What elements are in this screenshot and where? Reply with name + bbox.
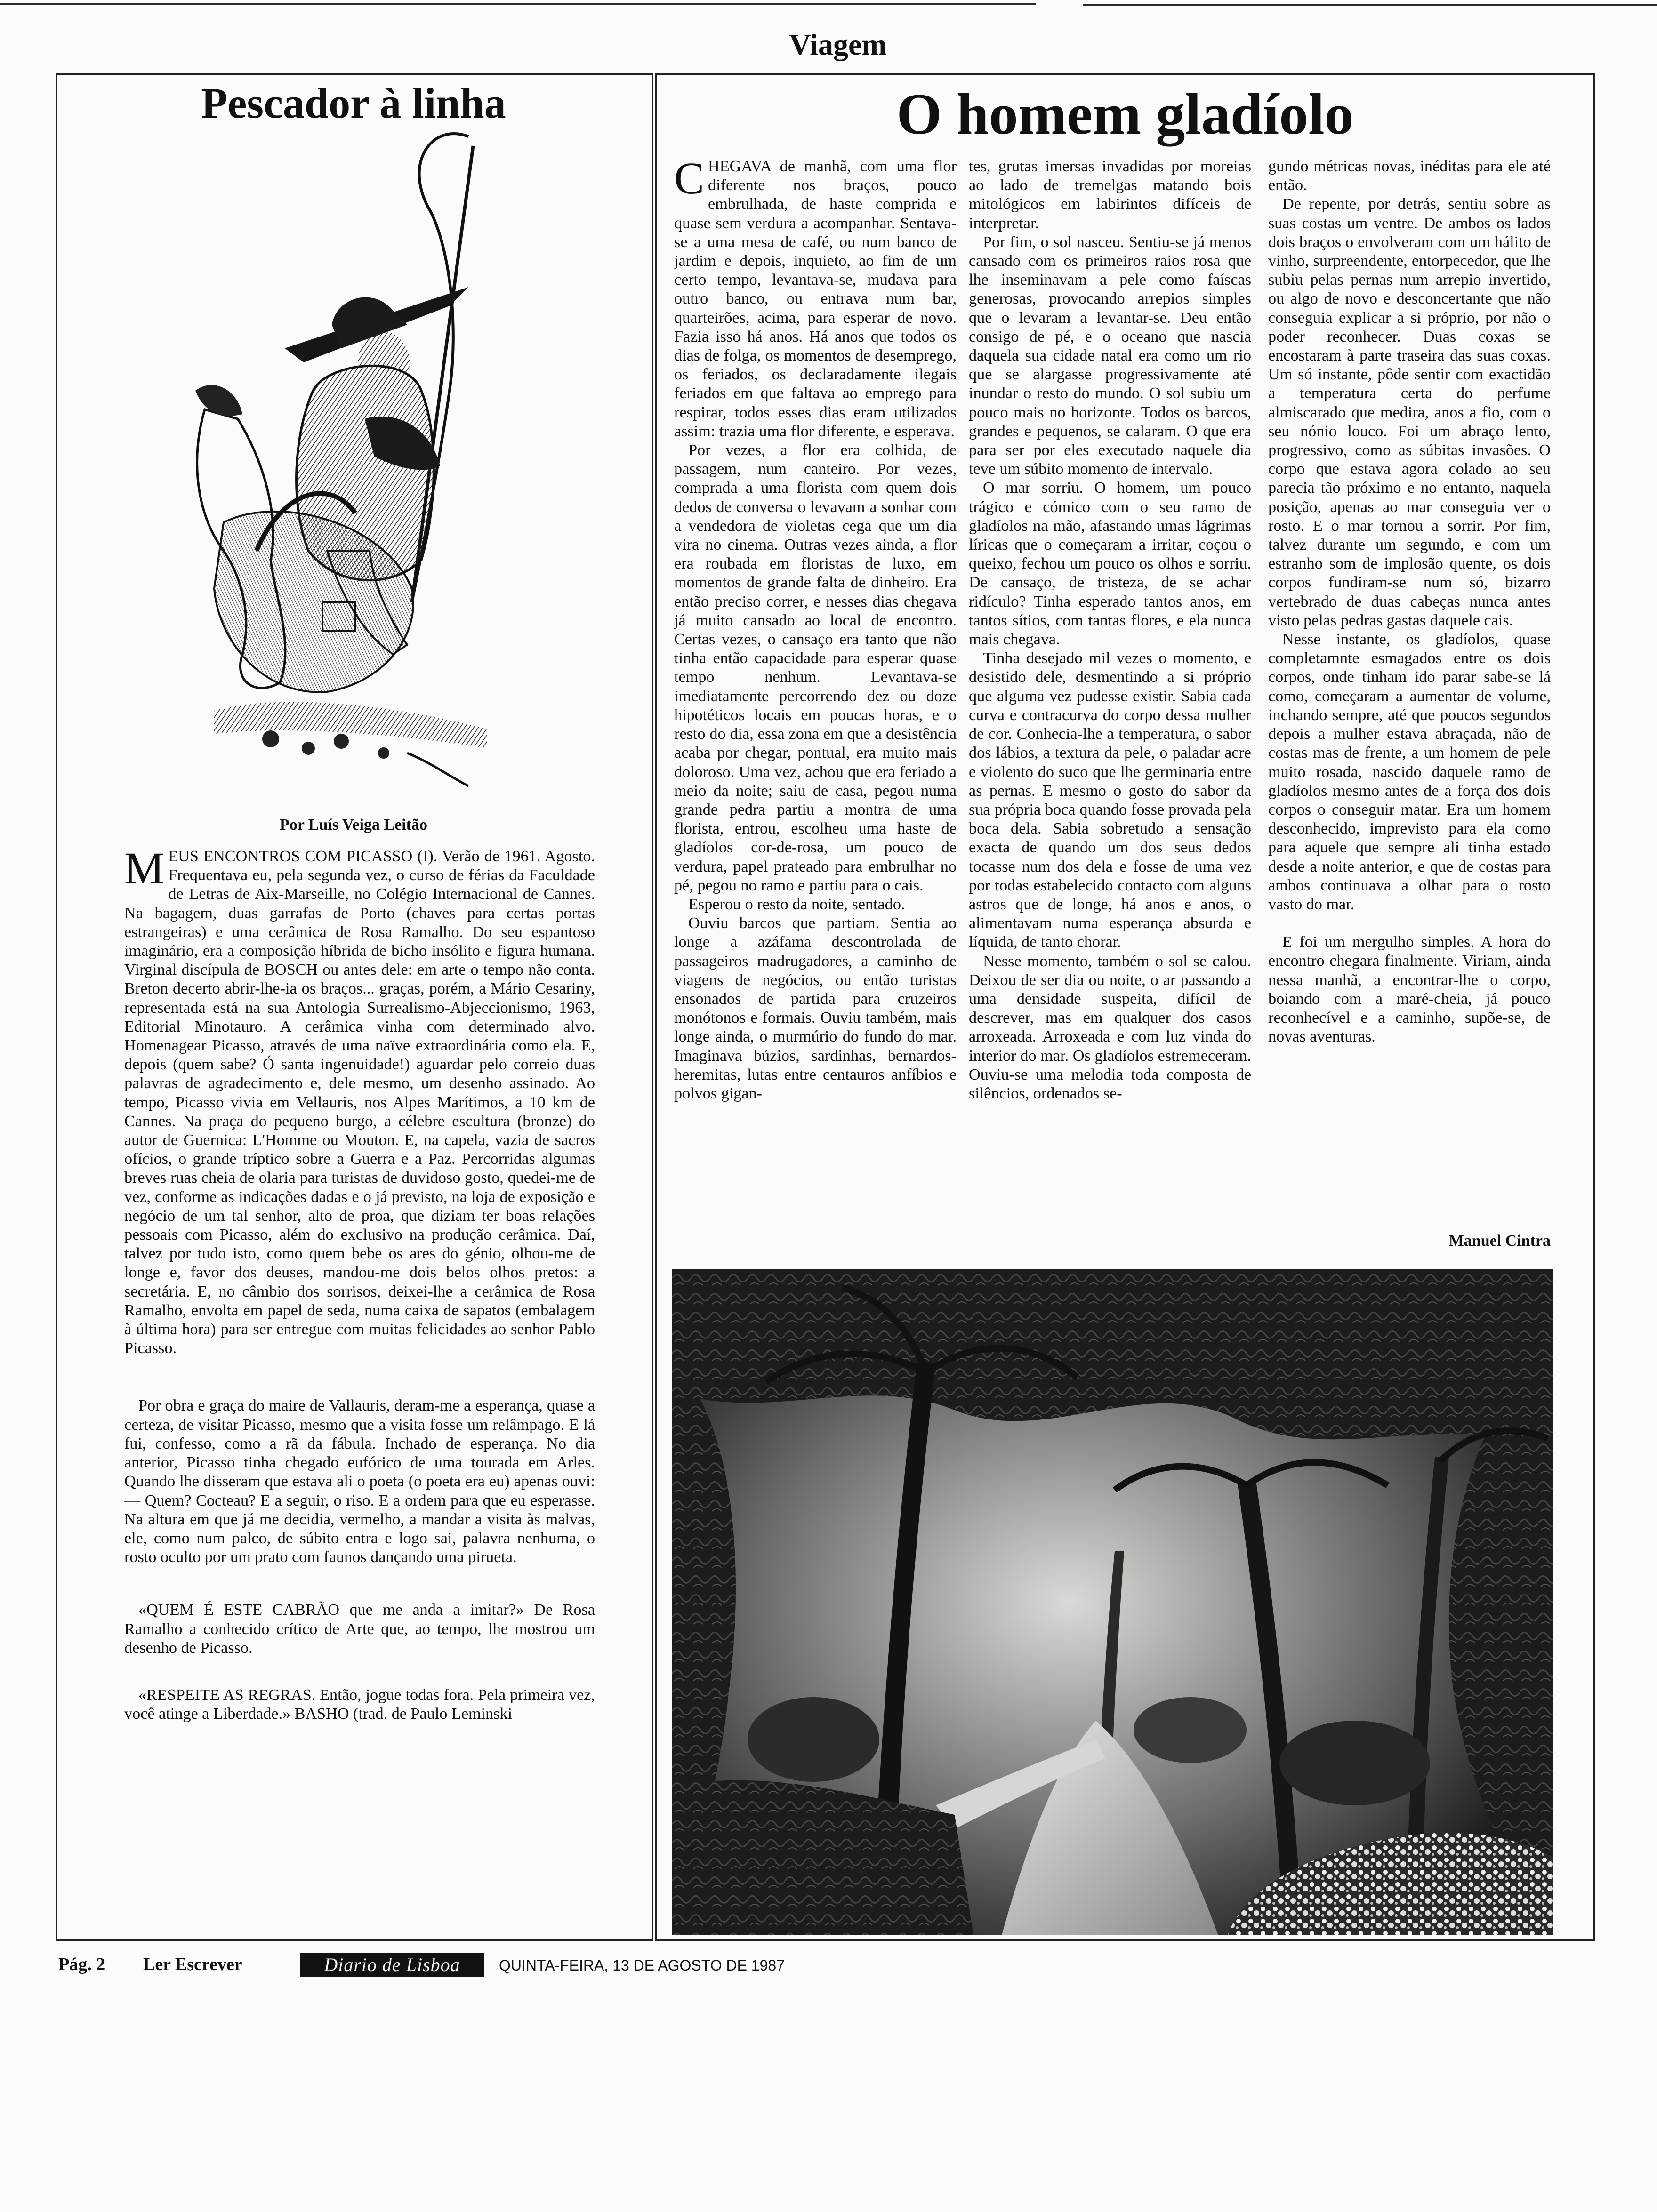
left-article-title: Pescador à linha — [201, 79, 506, 127]
right-article-paragraph: Ouviu barcos que partiam. Sentia ao longe a azáfama descontrolada de passageiros madrugadores, a caminho de viagens de negócios, ou então turistas ensonados de partida para cruzeiros monótonos e formais. Ouviu também, mais longe ainda, o murmúrio do fundo do mar. Imaginava búzios, sardinhas, bernardos-heremitas, lutas entre centauros anfíbios e polvos gigan- — [674, 914, 957, 1102]
right-article-paragraph: Nesse instante, os gladíolos, quase completamnte esmagados entre os dois corpos, onde tinham ido parar sabe-se lá como, começaram a aumentar de volume, inchando sempre, até que poucos segundos depois a mulher estava abraçada, não de costas mas de frente, a um homem de pele muito rosada, nascido daquele ramo de gladíolos mesmo antes de a força dos dois corpos o conseguir matar. Era um homem desconhecido, imprevisto para ela como para aquele que sempre ali tinha estado desde a noite anterior, e que de costas para ambos continuava a olhar para o rosto vasto do mar. — [1268, 631, 1551, 913]
left-article-paragraph: «RESPEITE AS REGRAS. Então, jogue todas fora. Pela primeira vez, você atinge a Liberdade.» BASHO (trad. de Paulo Leminski — [124, 1686, 595, 1723]
left-article-paragraph: MEUS ENCONTROS COM PICASSO (I). Verão de 1961. Agosto. Frequentava eu, pela segunda vez, o curso de férias da Faculdade de Letras de Aix-Marseille, no Colégio Internacional de Cannes. Na bagagem, duas garrafas de Porto (chaves para certas portas estrangeiras) e uma cerâmica de Rosa Ramalho. Do seu espantoso imaginário, era a composição híbrida de bicho insólito e figura humana. Virginal discípula de BOSCH ou antes dele: em arte o tempo não conta. Breton decerto abrir-lhe-ia os braços... graças, porém, a Mário Cesariny, representada está na sua Antologia Surrealismo-Abjeccionismo, 1963, Editorial Minotauro. A cerâmica vinha com determinado alvo. Homenagear Picasso, através de uma naïve extraordinária como ela. E, depois (quem sabe? Ó santa ingenuidade!) aguardar pelo correio duas palavras de agradecimento e, dele mesmo, um desenho assinado. Ao tempo, Picasso vivia em Vellauris, nos Alpes Marítimos, a 10 km de Cannes. Na praça do pequeno burgo, a célebre escultura (bronze) do autor de Guernica: L'Homme ou Mouton. E, na capela, vazia de sacros ofícios, o grande tríptico sobre a Guerra e a Paz. Percorridas algumas breves ruas cheia de olaria para turistas de duvidoso gosto, quedei-me de vez, conforme as indicações dadas e o já previsto, na loja de exposição e negócio de um tal senhor, alto de proa, que diziam ter boas relações pessoais com Picasso, além do exclusivo na produção cerâmica. Daí, talvez por tudo isto, como quem bebe os ares do génio, olhou-me de longe e, favor dos deuses, mandou-me dois belos olhos pretos: a secretária. E, no câmbio dos sorrisos, deixei-lhe a cerâmica de Rosa Ramalho, envolta em papel de seda, numa caixa de sapatos (embalagem à última hora) para ser entregue com muitas felicidades ao senhor Pablo Picasso. — [124, 843, 595, 1357]
footer-page-number: Pág. 2 — [58, 1955, 105, 1974]
top-rule — [0, 0, 1657, 8]
right-article-paragraph: Nesse momento, também o sol se calou. Deixou de ser dia ou noite, o ar passando a uma densidade suspeita, difícil de descrever, mas em qualquer dos casos arroxeada. Arroxeada e com luz vinda do interior do mar. Os gladíolos estremeceram. Ouviu-se uma melodia toda composta de silêncios, ordenados se- — [969, 952, 1251, 1102]
left-article-dropcap: M — [124, 843, 165, 893]
right-article-paragraph: De repente, por detrás, sentiu sobre as suas costas um ventre. De ambos os lados dois braços o envolveram com um hálito de vinho, surpreendente, entorpecedor, que lhe subiu pelas pernas num arrepio invertido, ou algo de novo e desconcertante que não conseguia explicar a si próprio, por não o poder reconhecer. Duas coxas se encostaram à parte traseira das suas coxas. Um só instante, pôde sentir com exactidão a temperatura certa do perfume almiscarado que medira, anos a fio, com o seu nónio louco. Foi um abraço lento, progressivo, como as súbitas invasões. O corpo que estava agora colado ao seu parecia tão próximo e no entanto, naquela posição, apenas ao mar conseguia ver o rosto. E o mar tornou a sorrir. Por fim, talvez durante um segundo, e com um estranho som de implosão quente, os dois corpos fundiram-se num só, bizarro vertebrado de duas cabeças nunca antes visto pelas pedras gastas daquele cais. — [1268, 195, 1551, 629]
footer-date: QUINTA-FEIRA, 13 DE AGOSTO DE 1987 — [499, 1957, 785, 1974]
footer-supplement-name: Ler Escrever — [143, 1955, 242, 1974]
left-article-body — [124, 843, 595, 1723]
left-article-byline: Por Luís Veiga Leitão — [280, 816, 427, 834]
right-article-paragraph: tes, grutas imersas invadidas por moreias ao lado de tremelgas matando bois mitológicos em labirintos difíceis de interpretar. — [969, 158, 1251, 232]
right-article-paragraph: Por vezes, a flor era colhida, de passagem, num canteiro. Por vezes, comprada a uma florista com quem dois dedos de conversa o levavam a sonhar com a vendedora de violetas cega que um dia vira no cinema. Outras vezes ainda, a flor era roubada em floristas de luxo, em momentos de grande falta de dinheiro. Era então preciso correr, e nesses dias chegava já muito cansado ao local de encontro. Certas vezes, o cansaço era tanto que não tinha então capacidade para esperar quase tempo nenhum. Levantava-se imediatamente percorrendo dez ou doze hipotéticos locais em poucas horas, e o resto do dia, essa zona em que a desistência acaba por chegar, pontual, era muito mais doloroso. Uma vez, achou que era feriado a meio da noite; saiu de casa, pegou numa grande pedra partiu a montra de uma florista, entrou, escolheu uma haste de gladíolos cor-de-rosa, um pouco de verdura, papel prateado para embrulhar no pé, pegou no ramo e partiu para o cais. — [674, 441, 957, 894]
right-article-paragraph: Esperou o resto da noite, sentado. — [688, 895, 905, 913]
palm-garden-photo — [672, 1269, 1553, 1935]
section-title: Viagem — [789, 28, 887, 61]
right-article-paragraph: Por fim, o sol nasceu. Sentiu-se já menos cansado com os primeiros raios rosa que lhe inseminavam a pele como faíscas generosas, provocando arrepios simples que o levaram a levantar-se. Deu então consigo de pé, e o oceano que nascia daquela sua cidade natal era como um rio que se alargasse progressivamente até inundar o resto do mundo. O sol subiu um pouco mais no horizonte. Todos os barcos, grandes e pequenos, se calaram. O que era para ser por eles executado naquele dia teve um súbito momento de intervalo. — [969, 233, 1251, 478]
right-article-paragraph: gundo métricas novas, inéditas para ele até então. — [1268, 158, 1551, 194]
right-article-paragraph: Tinha desejado mil vezes o momento, e desistido dele, desmentindo a si próprio que alguma vez pudesse existir. Sabia cada curva e contracurva do corpo dessa mulher de cor. Conhecia-lhe a temperatura, o sabor dos lábios, a textura da pele, o paladar acre e violento do suco que lhe germinaria entre as pernas. E mesmo o gosto do sabor da sua própria boca quando fosse provada pela boca dela. Sabia sobretudo a sensação exacta de quando um dos seus dedos tocasse num dos dela e fosse de uma vez por todas estabelecido contacto com alguns astros que de longe, há anos e anos, o alimentavam numa esperança absurda e líquida, de tanto chorar. — [969, 649, 1251, 951]
left-article-paragraph: «QUEM É ESTE CABRÃO que me anda a imitar?» De Rosa Ramalho a conhecido crítico de Arte que, ao tempo, lhe mostrou um desenho de Picasso. — [124, 1601, 595, 1657]
fisherman-illustration — [186, 127, 515, 805]
right-article-column-1 — [674, 153, 957, 1103]
right-article-column-3 — [1268, 157, 1551, 1046]
right-article-title: O homem gladíolo — [896, 82, 1354, 146]
right-article-column-2 — [969, 157, 1251, 1103]
right-article-paragraph: CHEGAVA de manhã, com uma flor diferente nos braços, pouco embrulhada, de haste comprida e quase sem verdura a acompanhar. Sentava-se a uma mesa de café, ou num banco de jardim e depois, inquieto, ao fim de um certo tempo, levantava-se, mudava para outro banco, ou entrava num bar, quarteirões, acima, para esperar de novo. Fazia isso há anos. Há anos que todos os dias de folga, os momentos de desemprego, os feriados, os declaradamente ilegais feriados em que faltava ao emprego para respirar, todos esses dias eram utilizados assim: trazia uma flor diferente, e esperava. — [674, 153, 957, 440]
footer-masthead-logo: Diario de Lisboa — [300, 1953, 484, 1977]
left-article-paragraph: Por obra e graça do maire de Vallauris, deram-me a esperança, quase a certeza, de visitar Picasso, mesmo que a visita fosse um relâmpago. E lá fui, confesso, como a rã da fábula. Inchado de esperança. No dia anterior, Picasso tinha chegado eufórico de uma tourada em Arles. Quando lhe disseram que estava ali o poeta (o poeta era eu) apenas ouvi: — Quem? Cocteau? E a seguir, o riso. E a ordem para que eu esperasse. Na altura em que já me decidia, vermelho, a mandar a visita às malvas, ele, como num palco, de súbito entra e logo sai, palavra nenhuma, o rosto oculto por um prato com faunos dançando uma pirueta. — [124, 1397, 595, 1566]
right-article-paragraph: E foi um mergulho simples. A hora do encontro chegara finalmente. Viriam, ainda nessa manhã, a encontrar-lhe o corpo, boiando com a maré-cheia, já pouco reconhecível e a caminho, supõe-se, de novas aventuras. — [1268, 933, 1551, 1046]
right-article-paragraph: O mar sorriu. O homem, um pouco trágico e cómico com o seu ramo de gladíolos na mão, afastando umas lágrimas líricas que o começaram a irritar, coçou o queixo, fechou um pouco os olhos e sorriu. De cansaço, de tristeza, de se achar ridículo? Tinha esperado tantos anos, em tantos sítios, com tantas flores, e ela nunca mais chegava. — [969, 479, 1251, 649]
right-article-dropcap: C — [674, 153, 705, 203]
right-article-signature: Manuel Cintra — [1448, 1232, 1551, 1250]
